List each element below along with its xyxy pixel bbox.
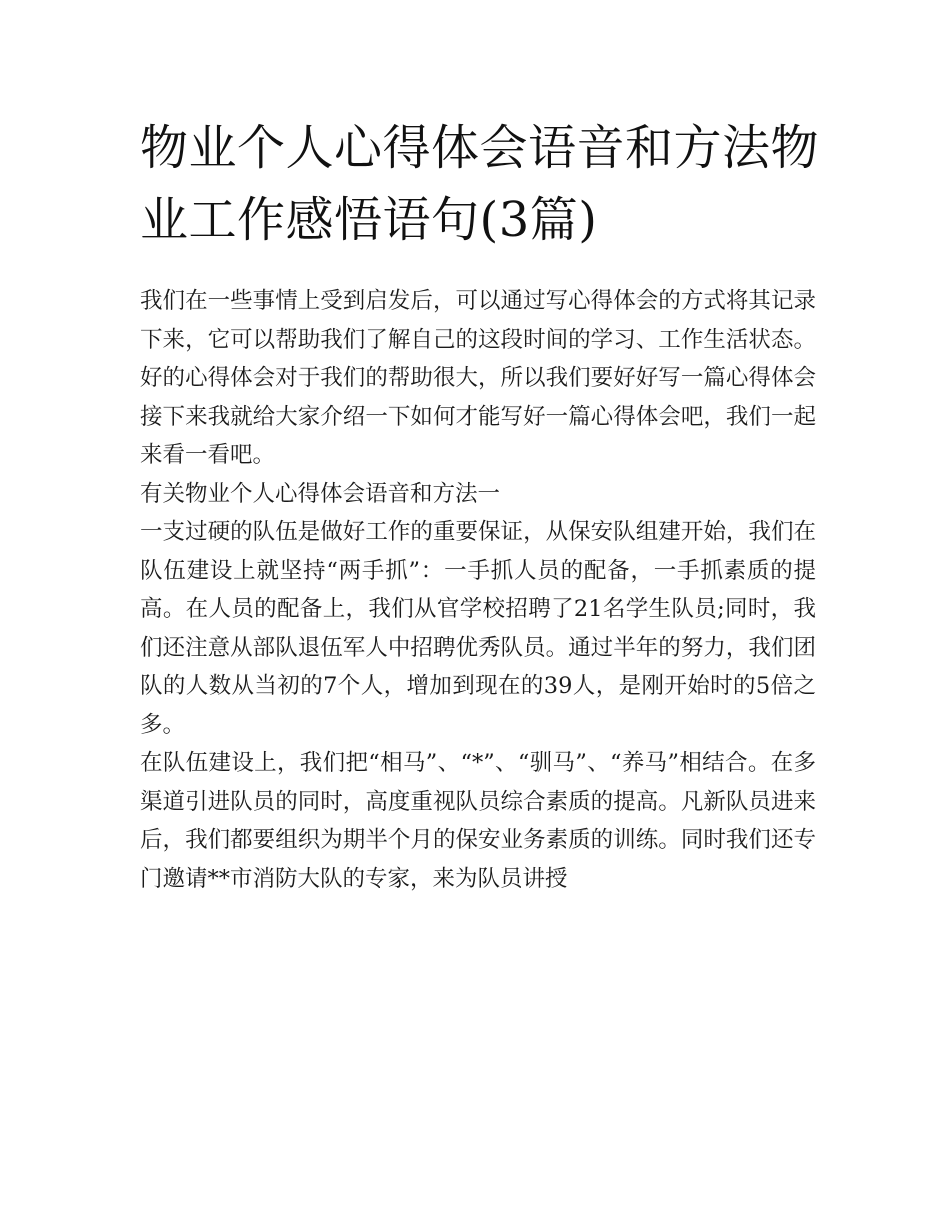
- body-paragraph-training: 在队伍建设上，我们把“相马”、“*”、“驯马”、“养马”相结合。在多渠道引进队员的同时，高度重视队员综合素质的提高。凡新队员进来后，我们都要组织为期半个月的保安业务素质的训练。同时我们还专门邀请**市消防大队的专家，来为队员讲授: [140, 750, 816, 892]
- document-body: [140, 282, 816, 898]
- body-paragraph-team: 一支过硬的队伍是做好工作的重要保证，从保安队组建开始，我们在队伍建设上就坚持“两手抓”：一手抓人员的配备，一手抓素质的提高。在人员的配备上，我们从官学校招聘了21名学生队员;同时，我们还注意从部队退伍军人中招聘优秀队员。通过半年的努力，我们团队的人数从当初的7个人，增加到现在的39人，是刚开始时的5倍之多。: [140, 519, 816, 738]
- document-title: 物业个人心得体会语音和方法物业工作感悟语句(3篇): [140, 120, 820, 248]
- section-heading: 有关物业个人心得体会语音和方法一: [140, 480, 501, 507]
- body-paragraph-intro: 我们在一些事情上受到启发后，可以通过写心得体会的方式将其记录下来，它可以帮助我们了解自己的这段时间的学习、工作生活状态。好的心得体会对于我们的帮助很大，所以我们要好好写一篇心得体会接下来我就给大家介绍一下如何才能写好一篇心得体会吧，我们一起来看一看吧。: [140, 288, 816, 468]
